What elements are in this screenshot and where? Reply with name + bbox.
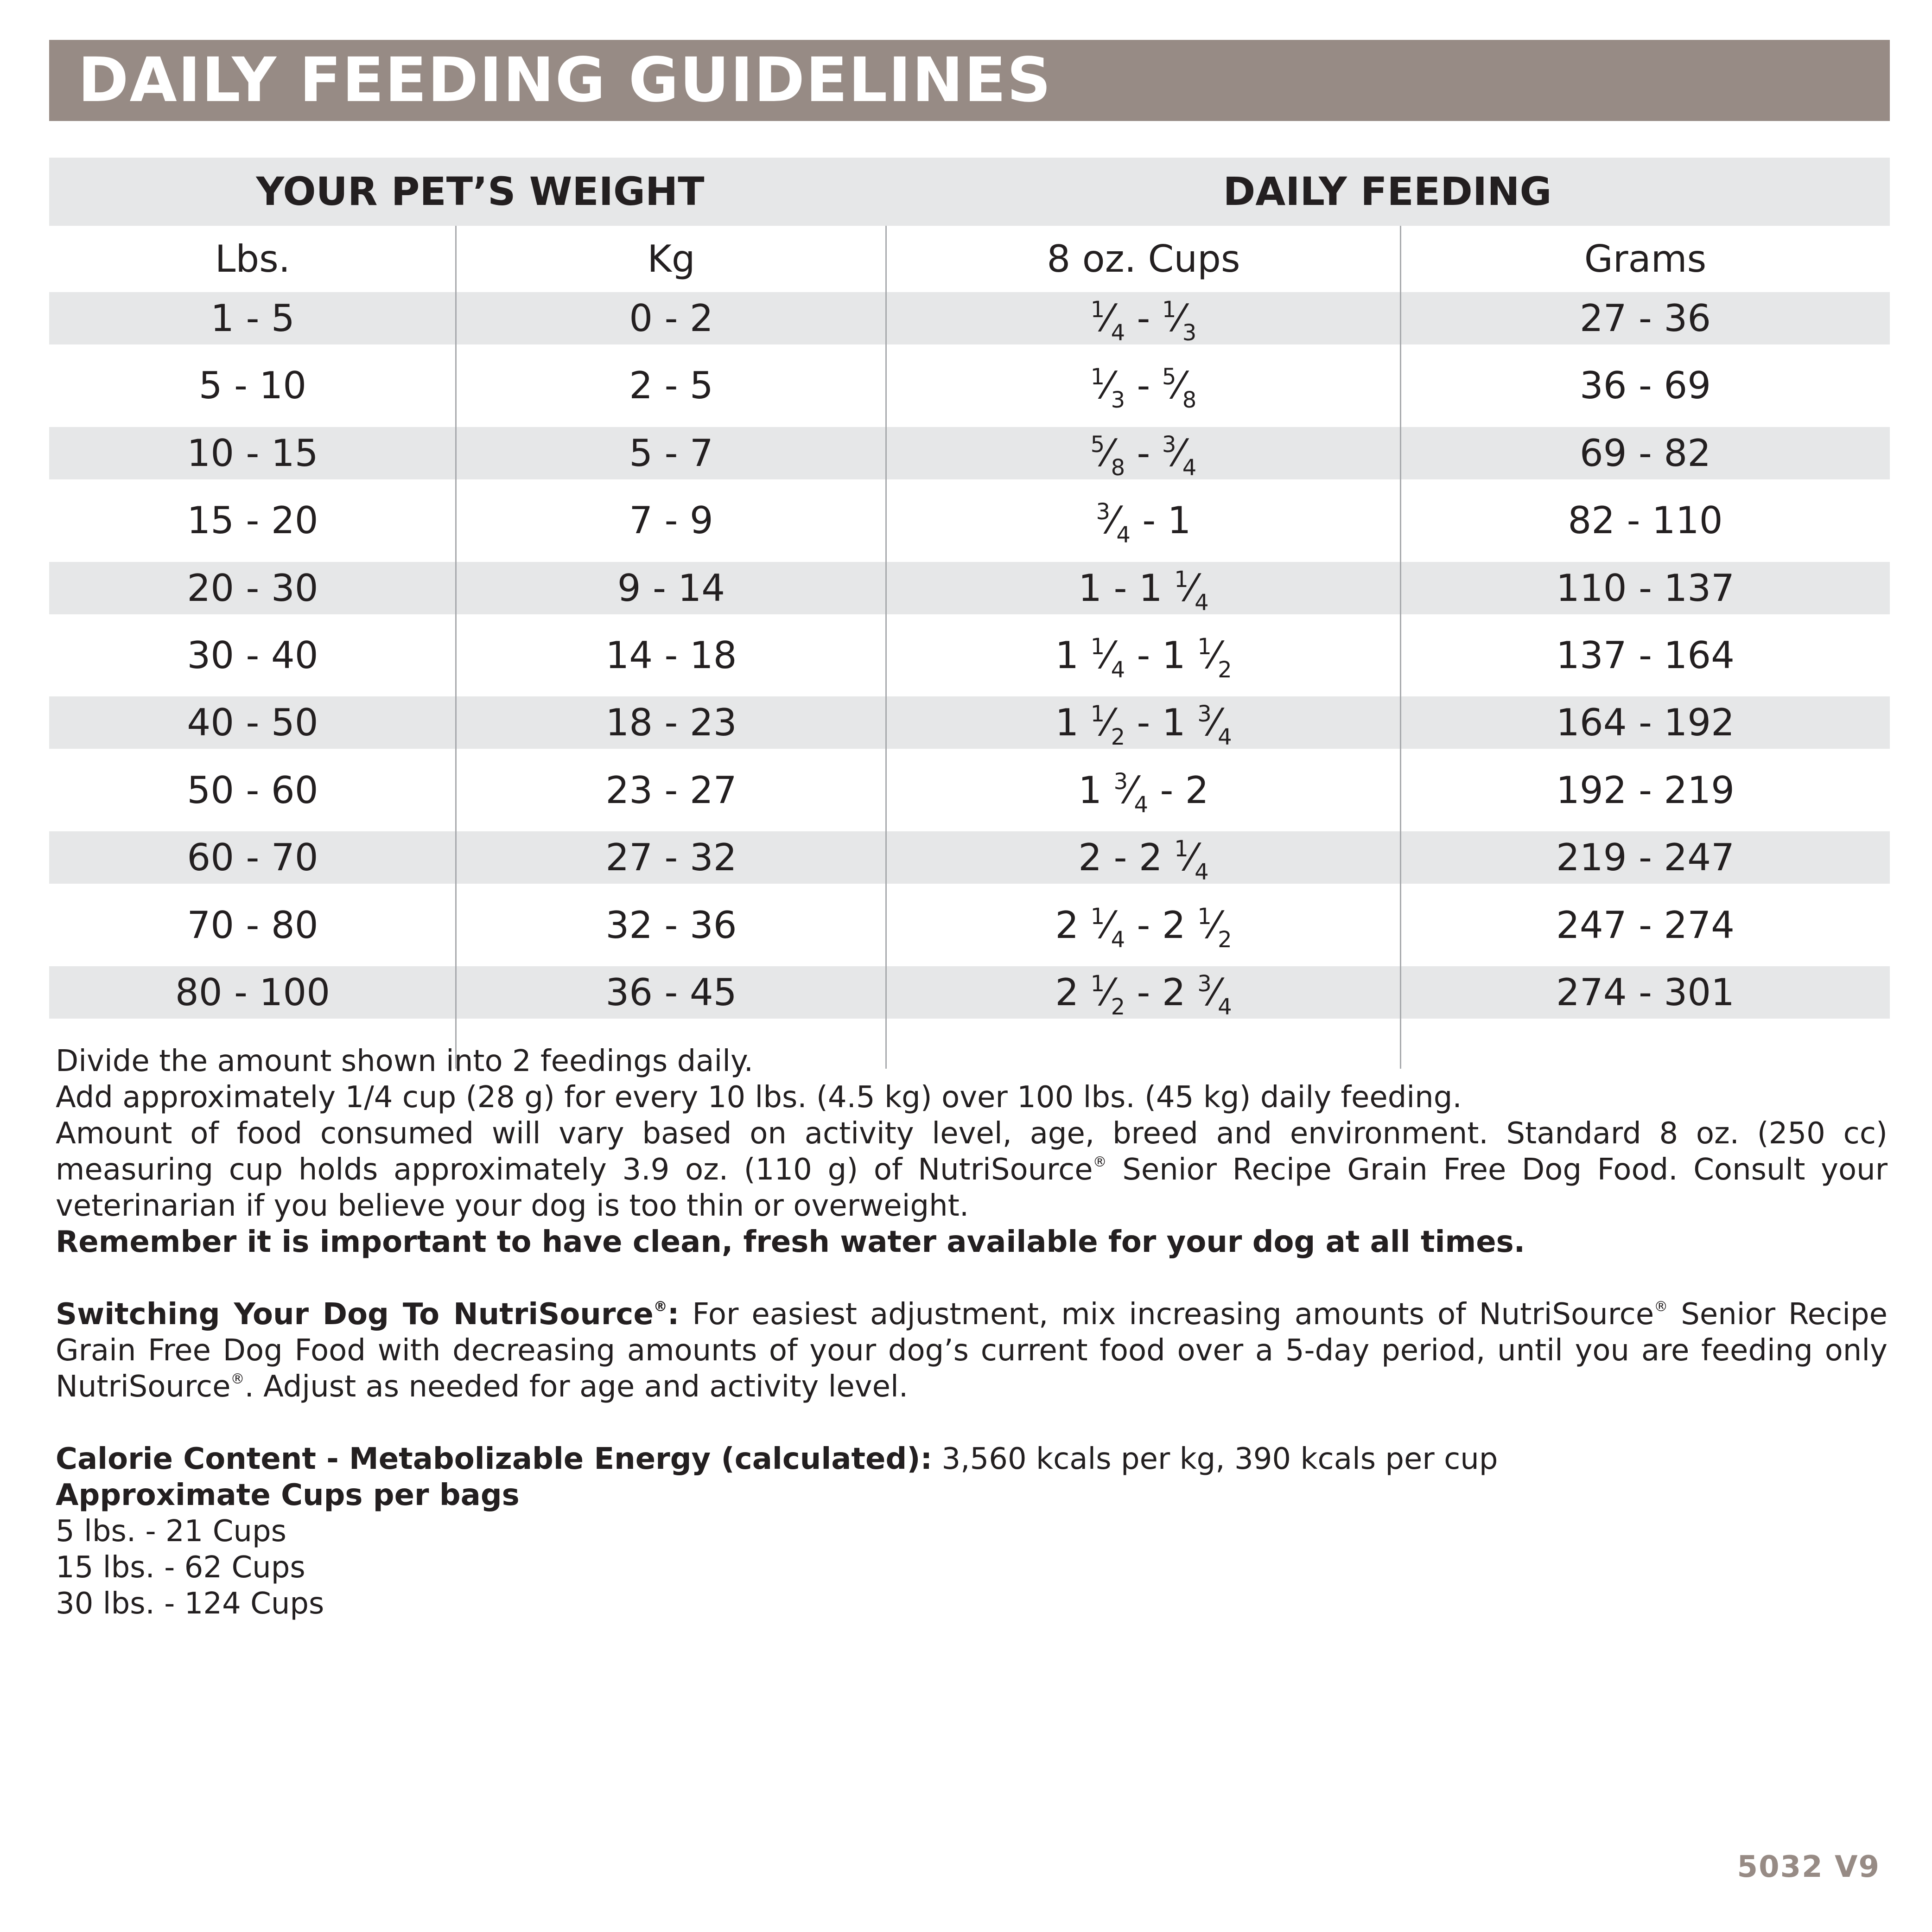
cell-cups: 2 - 2 $^1⁄_4$ (1078, 836, 1209, 886)
cell-lbs: 70 - 80 (187, 903, 318, 947)
registered-mark: ® (230, 1371, 245, 1387)
subheader-cups: 8 oz. Cups (1047, 237, 1240, 281)
cell-grams: 27 - 36 (1579, 297, 1711, 340)
bag-cups-item: 5 lbs. - 21 Cups (56, 1514, 286, 1549)
cell-grams: 192 - 219 (1556, 768, 1735, 812)
subheader-grams: Grams (1584, 237, 1707, 281)
cell-lbs: 60 - 70 (187, 836, 318, 880)
cell-kg: 2 - 5 (629, 364, 713, 408)
cell-cups: $^3⁄_4 - 1$ (1096, 499, 1191, 548)
cell-lbs: 20 - 30 (187, 566, 318, 610)
cell-kg: 0 - 2 (629, 297, 713, 340)
notes-section (56, 1043, 1888, 1622)
cell-kg: 23 - 27 (605, 768, 737, 812)
cell-kg: 9 - 14 (617, 566, 725, 610)
cell-cups: $^5⁄_8$ - $^3⁄_4$ (1090, 431, 1197, 481)
group-header-weight: YOUR PET’S WEIGHT (256, 169, 705, 214)
version-code: 5032 V9 (1737, 1850, 1880, 1884)
column-divider (885, 226, 887, 1069)
group-header-feeding: DAILY FEEDING (1223, 169, 1552, 214)
registered-mark: ® (1093, 1154, 1107, 1170)
note-water: Remember it is important to have clean, fresh water available for your dog at all times. (56, 1225, 1525, 1259)
registered-mark: ® (653, 1299, 667, 1315)
cell-grams: 36 - 69 (1579, 364, 1711, 408)
cell-grams: 69 - 82 (1579, 431, 1711, 475)
cell-cups: $^1⁄_4$ - $^1⁄_3$ (1090, 297, 1197, 346)
cell-grams: 274 - 301 (1556, 971, 1735, 1014)
cell-lbs: 40 - 50 (187, 701, 318, 745)
cell-lbs: 10 - 15 (187, 431, 318, 475)
bag-cups-item: 15 lbs. - 62 Cups (56, 1550, 305, 1585)
cell-cups: 1 $^3⁄_4 - 2$ (1078, 768, 1209, 818)
cell-kg: 27 - 32 (605, 836, 737, 880)
cell-lbs: 30 - 40 (187, 634, 318, 677)
cell-kg: 18 - 23 (605, 701, 737, 745)
cell-lbs: 1 - 5 (210, 297, 295, 340)
column-divider (455, 226, 457, 1069)
cell-grams: 137 - 164 (1556, 634, 1735, 677)
subheader-kg: Kg (647, 237, 695, 281)
page-title: DAILY FEEDING GUIDELINES (78, 45, 1052, 116)
cell-lbs: 15 - 20 (187, 499, 318, 542)
cell-cups: 2 $^1⁄_4 - 2$ $^1⁄_2$ (1055, 903, 1232, 953)
cell-kg: 36 - 45 (605, 971, 737, 1014)
cell-grams: 247 - 274 (1556, 903, 1735, 947)
column-divider (1400, 226, 1401, 1069)
registered-mark: ® (1654, 1299, 1668, 1315)
cell-cups: 1 - 1 $^1⁄_4$ (1078, 566, 1209, 616)
cell-kg: 5 - 7 (629, 431, 713, 475)
cell-kg: 7 - 9 (629, 499, 713, 542)
cell-lbs: 5 - 10 (198, 364, 307, 408)
cell-grams: 82 - 110 (1568, 499, 1723, 542)
note-calorie: Calorie Content - Metabolizable Energy (calculated): 3,560 kcals per kg, 390 kcals per cup (56, 1442, 1498, 1476)
cell-kg: 32 - 36 (605, 903, 737, 947)
subheader-lbs: Lbs. (215, 237, 291, 281)
cell-cups: $^1⁄_3$ - $^5⁄_8$ (1090, 364, 1197, 414)
bag-cups-item: 30 lbs. - 124 Cups (56, 1587, 324, 1621)
cups-heading: Approximate Cups per bags (56, 1478, 520, 1512)
note-add: Add approximately 1/4 cup (28 g) for every 10 lbs. (4.5 kg) over 100 lbs. (45 kg) daily feeding. (56, 1080, 1462, 1115)
cell-lbs: 80 - 100 (175, 971, 330, 1014)
cell-cups: 1 $^1⁄_4 - 1$ $^1⁄_2$ (1055, 634, 1232, 683)
note-divide: Divide the amount shown into 2 feedings daily. (56, 1044, 754, 1078)
note-amount: Amount of food consumed will vary based on activity level, age, breed and environment. Standard 8 oz. (250 cc) measuring cup holds approximately 3.9 oz. (110 g) of NutriSource® Senior Recipe Grain Free Dog Food. Consult your veterinarian if you believe your dog is too thin or overweight. (56, 1116, 1888, 1223)
cell-grams: 164 - 192 (1556, 701, 1735, 745)
cell-grams: 219 - 247 (1556, 836, 1735, 880)
cell-cups: 2 $^1⁄_2 - 2$ $^3⁄_4$ (1055, 971, 1232, 1020)
cell-cups: 1 $^1⁄_2 - 1$ $^3⁄_4$ (1055, 701, 1232, 751)
cell-kg: 14 - 18 (605, 634, 737, 677)
cell-grams: 110 - 137 (1556, 566, 1735, 610)
cell-lbs: 50 - 60 (187, 768, 318, 812)
note-switching: Switching Your Dog To NutriSource®: For easiest adjustment, mix increasing amounts of NutriSource® Senior Recipe Grain Free Dog Food with decreasing amounts of your dog’s current food over a 5-day period, until you are feeding only NutriSource®. Adjust as needed for age and activity level. (56, 1297, 1888, 1404)
title-bar (49, 40, 1890, 121)
